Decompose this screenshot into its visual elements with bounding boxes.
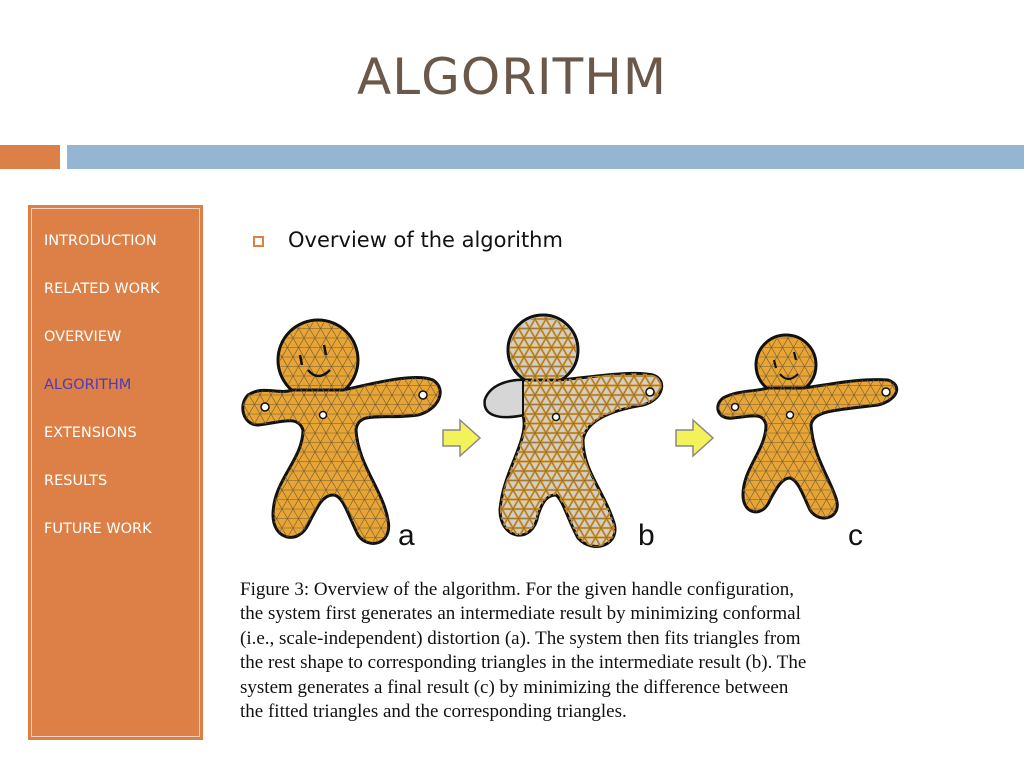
sidebar-item-future-work[interactable]: FUTURE WORK xyxy=(44,521,152,537)
caption-line: the fitted triangles and the corresponding triangles. xyxy=(240,701,627,723)
bullet-text: Overview of the algorithm xyxy=(288,228,563,252)
arrow-icon xyxy=(443,420,480,456)
caption-line: the rest shape to corresponding triangles in the intermediate result (b). The xyxy=(240,652,807,674)
panel-label-b: b xyxy=(638,519,655,552)
sidebar-item-related-work[interactable]: RELATED WORK xyxy=(44,281,160,297)
title-accent-bar-orange xyxy=(0,145,60,169)
gingerbread-c xyxy=(718,335,897,552)
sidebar-item-extensions[interactable]: EXTENSIONS xyxy=(44,425,137,441)
sidebar-item-introduction[interactable]: INTRODUCTION xyxy=(44,233,157,249)
panel-label-a: a xyxy=(398,519,415,552)
sidebar-item-overview[interactable]: OVERVIEW xyxy=(44,329,122,345)
caption-line: (i.e., scale-independent) distortion (a). The system then fits triangles from xyxy=(240,627,801,649)
slide-title: ALGORITHM xyxy=(357,48,667,106)
arrow-icon xyxy=(676,420,713,456)
sidebar-nav xyxy=(28,205,203,740)
caption-line: system generates a final result (c) by minimizing the difference between xyxy=(240,676,789,698)
panel-label-c: c xyxy=(848,519,863,552)
caption-line: Figure 3: Overview of the algorithm. For the given handle configuration, xyxy=(240,579,795,600)
gingerbread-a xyxy=(243,320,440,552)
title-accent-bar-blue xyxy=(67,145,1024,169)
sidebar-item-results[interactable]: RESULTS xyxy=(44,473,108,489)
figure-caption xyxy=(240,578,910,724)
gingerbread-b xyxy=(485,315,662,552)
sidebar-item-algorithm[interactable]: ALGORITHM xyxy=(44,377,132,393)
algorithm-figure xyxy=(238,300,918,560)
caption-line: the system first generates an intermediate result by minimizing conformal xyxy=(240,603,801,625)
bullet-square-icon xyxy=(253,236,264,247)
